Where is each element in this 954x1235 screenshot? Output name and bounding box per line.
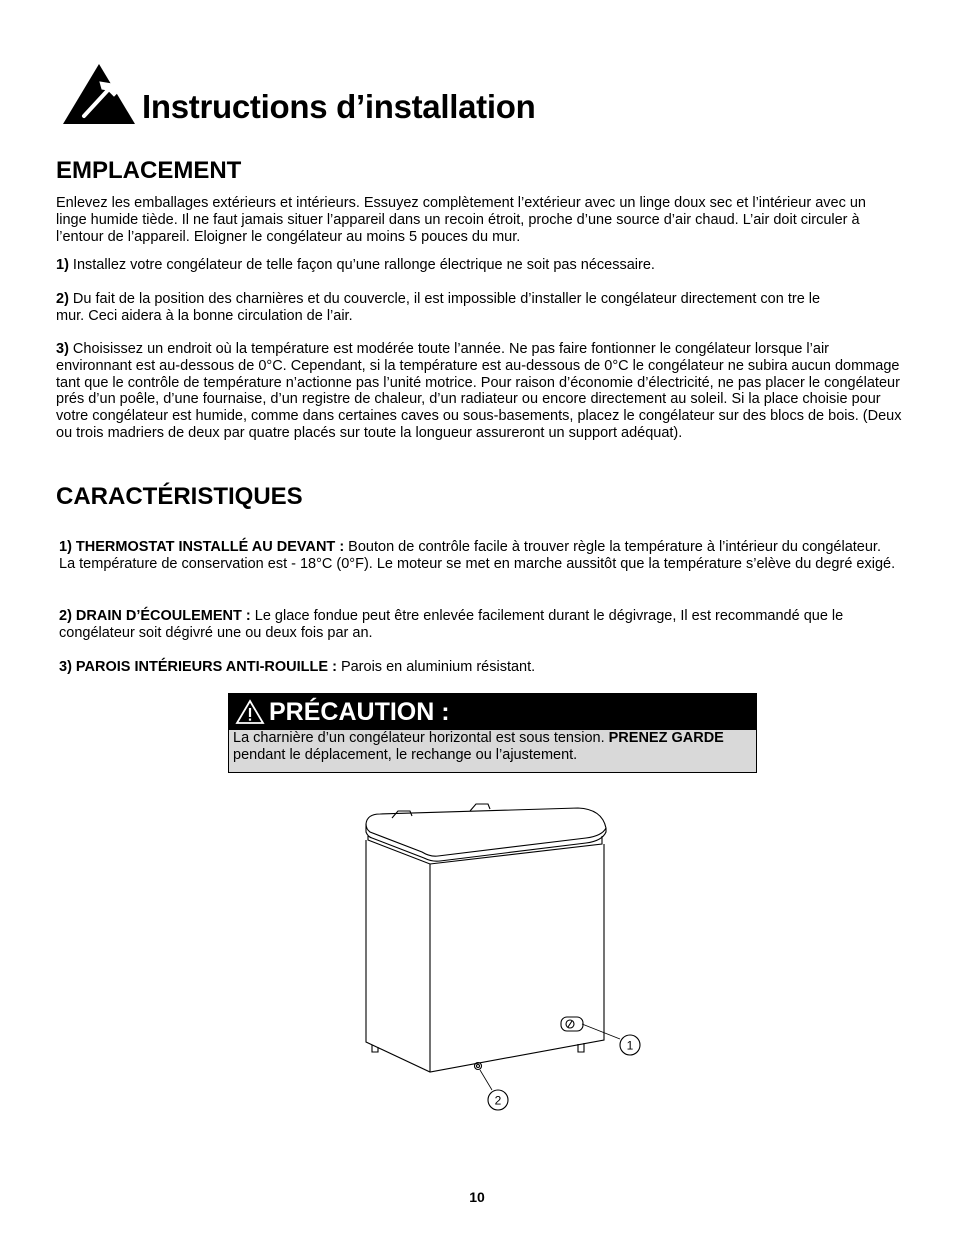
caution-header — [229, 694, 756, 730]
feature-item-3 — [59, 659, 899, 676]
emplacement-item-2 — [56, 291, 852, 325]
section-heading-emplacement: EMPLACEMENT — [56, 157, 242, 184]
caution-text: La charnière d’un congélateur horizontal est sous tension. PRENEZ GARDE pendant le déplacement, le rechange ou l’ajustement. — [233, 730, 724, 763]
feature-label: 1) THERMOSTAT INSTALLÉ AU DEVANT : — [59, 539, 345, 555]
item-number: 1) — [56, 257, 69, 273]
caution-title: PRÉCAUTION : — [269, 697, 450, 726]
callout-1: 1 — [626, 1038, 634, 1053]
caution-box — [228, 693, 757, 773]
emplacement-item-1 — [56, 257, 900, 274]
section-heading-caracteristiques: CARACTÉRISTIQUES — [56, 483, 303, 510]
feature-item-1 — [59, 539, 899, 573]
chest-freezer-diagram — [340, 800, 660, 1120]
page-title: Instructions d’installation — [142, 88, 536, 125]
item-text: Installez votre congélateur de telle façon qu’une rallonge électrique ne soit pas nécessaire. — [68, 257, 655, 273]
callout-2: 2 — [494, 1093, 502, 1108]
feature-text: Parois en aluminium résistant. — [336, 659, 536, 675]
feature-text: Bouton de contrôle facile à trouver règle la température à l’intérieur du congélateur. La température de conservation est - 18°C (0°F). Le moteur se met en marche aussitôt que la température s’elève du degré exigé. — [59, 539, 896, 572]
feature-item-2 — [59, 608, 899, 642]
emplacement-item-3 — [56, 341, 904, 442]
item-text: Du fait de la position des charnières et du couvercle, il est impossible d’installer le congélateur directement con tre le mur. Ceci aidera à la bonne circulation de l’air. — [56, 291, 821, 324]
item-number: 2) — [56, 291, 69, 307]
warning-icon — [235, 699, 265, 725]
item-number: 3) — [56, 341, 69, 357]
caution-emphasis: PRENEZ GARDE — [608, 730, 724, 746]
emplacement-intro: Enlevez les emballages extérieurs et intérieurs. Essuyez complètement l’extérieur avec un linge doux sec et l’intérieur avec un linge humide tiède. Il ne faut jamais situer l’appareil dans un recoin étroit, proche d’une source d’air chaud. L’air doit circuler à l’entour de l’appareil. Eloigner le congélateur au moins 5 pouces du mur. — [56, 195, 866, 245]
feature-text: Le glace fondue peut être enlevée facilement durant le dégivrage, Il est recommandé que le congélateur soit dégivré une ou deux fois par an. — [59, 608, 844, 641]
hammer-warning-icon — [62, 62, 136, 126]
page-number: 10 — [469, 1189, 485, 1205]
feature-label: 3) PAROIS INTÉRIEURS ANTI-ROUILLE : — [59, 659, 337, 675]
item-text: Choisissez un endroit où la température est modérée toute l’année. Ne pas faire fontionner le congélateur lorsque l’air environnant est au-dessous de 0°C. Cependant, si la température est au-dessous de 0°C le congélateur ne subira aucun dommage tant que le contrôle de température n’actionne pas l’unité motrice. Pour raison d’économie d’électricité, ne pas placer le congélateur prés d’un poêle, d’une fournaise, d’un registre de chaleur, d’un radiateur ou encore directement au soleil. Si la place choisie pour votre congélateur est humide, comme dans certaines caves ou sous-basements, placez le congélateur sur des blocs de bois. (Deux ou trois madriers de deux par quatre placés sur toute la longueur assureront un support adéquat). — [56, 341, 902, 441]
feature-label: 2) DRAIN D’ÉCOULEMENT : — [59, 608, 251, 624]
